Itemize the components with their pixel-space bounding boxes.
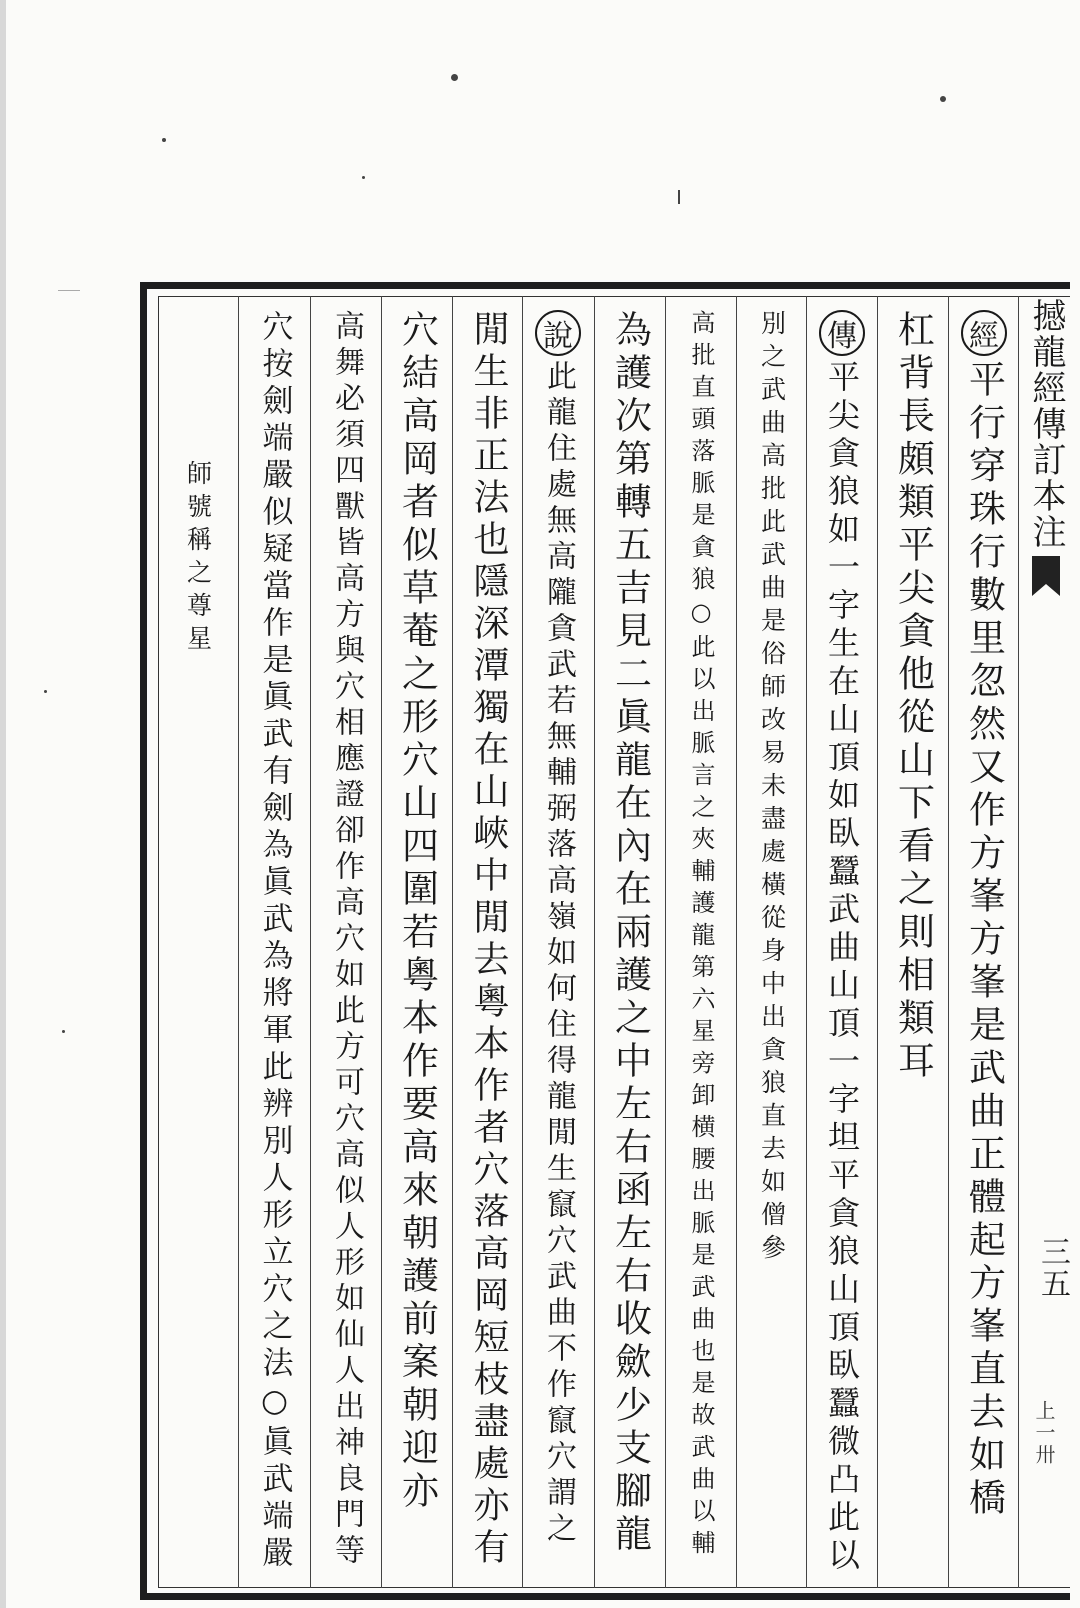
column-rule bbox=[310, 296, 311, 1588]
column-rule bbox=[877, 296, 878, 1588]
text-column-5 bbox=[669, 310, 733, 1580]
column-rule bbox=[806, 296, 807, 1588]
margin-title bbox=[1026, 298, 1066, 596]
column-rule bbox=[522, 296, 523, 1588]
column-text: 閒生非正法也隱深潭獨在山峽中閒去粵本作者穴落高岡短枝盡處亦有 bbox=[468, 310, 509, 1570]
text-column-2 bbox=[881, 310, 945, 1580]
leaf-number: 三五 bbox=[1035, 1236, 1070, 1300]
column-text: 高批直頭落脈是貪狼○此以出脈言之夾輔護龍第六星旁卸横腰出脈是武曲也是故武曲以輔 bbox=[687, 310, 715, 1562]
ink-speck bbox=[940, 96, 946, 102]
page-edge bbox=[0, 0, 6, 1608]
column-rule bbox=[736, 296, 737, 1588]
ink-speck bbox=[44, 690, 47, 693]
text-column-3 bbox=[810, 310, 874, 1580]
fish-tail-mark bbox=[1032, 556, 1060, 596]
ink-speck bbox=[678, 190, 680, 204]
column-text: 高舞必須四獸皆高方與穴相應證卻作高穴如此方可穴高似人形如仙人出神良門等 bbox=[329, 310, 364, 1570]
column-text: 師號稱之尊星 bbox=[183, 460, 213, 658]
jing-marker: 經 bbox=[961, 310, 1007, 356]
text-column-7 bbox=[526, 310, 590, 1580]
text-column-11 bbox=[242, 310, 306, 1580]
ink-speck bbox=[162, 138, 166, 142]
text-column-9 bbox=[385, 310, 449, 1580]
column-rule bbox=[1018, 296, 1019, 1588]
column-rule bbox=[594, 296, 595, 1588]
column-rule bbox=[452, 296, 453, 1588]
ink-speck bbox=[451, 74, 458, 81]
column-text: 平行穿珠行數里忽然又作方峯方峯是武曲正體起方峯直去如橋 bbox=[962, 360, 1006, 1521]
column-text: 平尖貪狼如一字生在山頂如臥蠶武曲山頂一字坦平貪狼山頂臥蠶微凸此以 bbox=[823, 360, 861, 1576]
text-column-10 bbox=[314, 310, 378, 1580]
text-column-4 bbox=[740, 310, 804, 1580]
text-column-6 bbox=[598, 310, 662, 1580]
text-column-8 bbox=[456, 310, 520, 1580]
column-text: 穴結高岡者似草菴之形穴山四圍若粵本作要高來朝護前案朝迎亦 bbox=[395, 310, 439, 1514]
column-rule bbox=[948, 296, 949, 1588]
column-text: 此龍住處無高隴貪武若無輔弼落高嶺如何住得龍閒生竄穴武曲不作竄穴謂之 bbox=[541, 360, 576, 1548]
ink-speck bbox=[58, 290, 80, 291]
column-text: 杠背長頗類平尖貪他從山下看之則相類耳 bbox=[891, 310, 935, 1084]
column-rule bbox=[665, 296, 666, 1588]
zhuan-marker: 傳 bbox=[819, 310, 865, 356]
column-text: 為護次第轉五吉見二眞龍在內在兩護之中左右函左右收歛少支腳龍 bbox=[608, 310, 652, 1557]
margin-title-text: 撼龍經傳訂本注 bbox=[1026, 298, 1066, 550]
text-column-1 bbox=[952, 310, 1016, 1580]
column-rule bbox=[238, 296, 239, 1588]
column-rule bbox=[381, 296, 382, 1588]
ink-speck bbox=[62, 1030, 65, 1033]
text-column-12 bbox=[162, 310, 234, 1580]
column-text: 穴按劍端嚴似疑當作是眞武有劍為眞武為將軍此辨別人形立穴之法○眞武端嚴 bbox=[256, 310, 293, 1573]
column-text: 別之武曲高批此武曲是俗師改易未盡處橫從身中出貪狼直去如僧參 bbox=[757, 310, 787, 1267]
ink-speck bbox=[362, 176, 365, 179]
leaf-sub-number: 上一卅 bbox=[1032, 1400, 1056, 1466]
shuo-marker: 說 bbox=[535, 310, 581, 356]
